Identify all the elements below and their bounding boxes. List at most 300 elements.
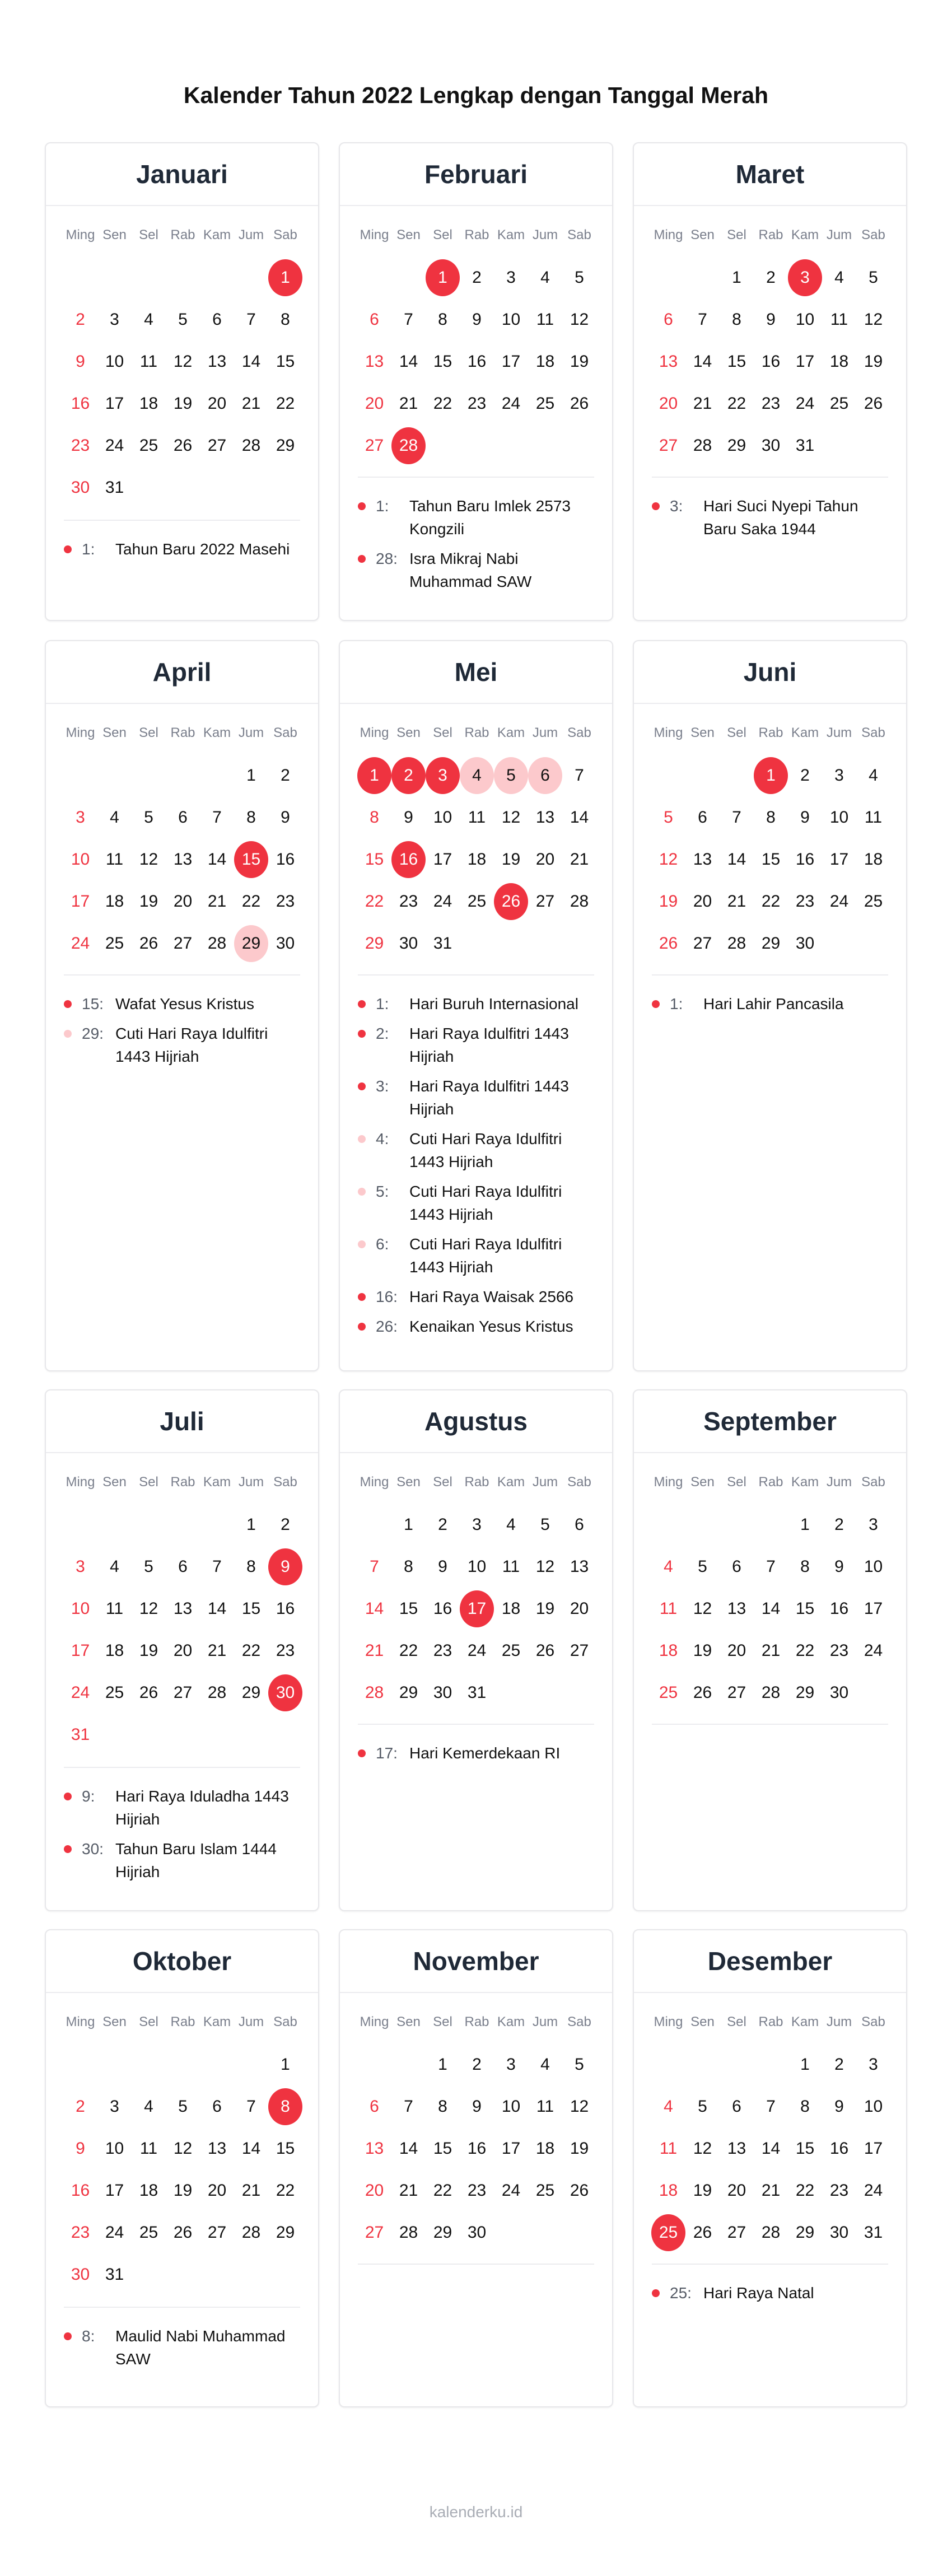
day-cell[interactable]	[494, 382, 528, 424]
day-cell[interactable]	[97, 1546, 132, 1588]
day-cell[interactable]	[234, 2211, 268, 2253]
day-cell[interactable]	[856, 2211, 890, 2253]
day-cell[interactable]	[234, 2127, 268, 2169]
day-cell[interactable]	[651, 424, 685, 466]
day-cell[interactable]	[268, 2211, 302, 2253]
day-cell[interactable]	[268, 1546, 302, 1588]
day-cell[interactable]	[528, 2085, 562, 2127]
day-cell[interactable]	[97, 880, 132, 922]
day-cell[interactable]	[200, 922, 234, 964]
day-cell[interactable]	[426, 298, 460, 340]
day-cell[interactable]	[822, 2085, 856, 2127]
day-cell[interactable]	[720, 1630, 754, 1672]
day-cell[interactable]	[562, 880, 596, 922]
day-cell[interactable]	[97, 796, 132, 838]
day-cell[interactable]	[234, 298, 268, 340]
day-cell[interactable]	[166, 1630, 200, 1672]
day-cell[interactable]	[166, 922, 200, 964]
day-cell[interactable]	[200, 796, 234, 838]
day-cell[interactable]	[494, 880, 528, 922]
day-cell[interactable]	[460, 838, 494, 880]
day-cell[interactable]	[720, 424, 754, 466]
day-cell[interactable]	[426, 1546, 460, 1588]
day-cell[interactable]	[822, 340, 856, 382]
day-cell[interactable]	[754, 256, 788, 298]
day-cell[interactable]	[200, 2085, 234, 2127]
day-cell[interactable]	[494, 754, 528, 796]
day-cell[interactable]	[460, 382, 494, 424]
day-cell[interactable]	[63, 2253, 97, 2295]
day-cell[interactable]	[166, 1672, 200, 1714]
day-cell[interactable]	[754, 1672, 788, 1714]
day-cell[interactable]	[720, 2127, 754, 2169]
day-cell[interactable]	[357, 298, 391, 340]
day-cell[interactable]	[97, 2253, 132, 2295]
day-cell[interactable]	[132, 2127, 166, 2169]
day-cell[interactable]	[268, 1588, 302, 1630]
day-cell[interactable]	[234, 922, 268, 964]
day-cell[interactable]	[685, 880, 720, 922]
day-cell[interactable]	[132, 2085, 166, 2127]
day-cell[interactable]	[97, 2085, 132, 2127]
day-cell[interactable]	[426, 922, 460, 964]
day-cell[interactable]	[562, 298, 596, 340]
day-cell[interactable]	[63, 466, 97, 508]
day-cell[interactable]	[132, 1546, 166, 1588]
day-cell[interactable]	[494, 2169, 528, 2211]
day-cell[interactable]	[200, 340, 234, 382]
day-cell[interactable]	[460, 1504, 494, 1546]
day-cell[interactable]	[426, 2085, 460, 2127]
day-cell[interactable]	[494, 1588, 528, 1630]
day-cell[interactable]	[234, 796, 268, 838]
day-cell[interactable]	[166, 2211, 200, 2253]
day-cell[interactable]	[788, 838, 822, 880]
day-cell[interactable]	[63, 880, 97, 922]
day-cell[interactable]	[460, 1672, 494, 1714]
day-cell[interactable]	[97, 466, 132, 508]
day-cell[interactable]	[754, 838, 788, 880]
day-cell[interactable]	[426, 754, 460, 796]
day-cell[interactable]	[528, 1630, 562, 1672]
day-cell[interactable]	[562, 1504, 596, 1546]
day-cell[interactable]	[460, 256, 494, 298]
day-cell[interactable]	[426, 2169, 460, 2211]
day-cell[interactable]	[357, 2211, 391, 2253]
day-cell[interactable]	[562, 1588, 596, 1630]
day-cell[interactable]	[822, 754, 856, 796]
day-cell[interactable]	[200, 2211, 234, 2253]
day-cell[interactable]	[494, 298, 528, 340]
day-cell[interactable]	[528, 838, 562, 880]
day-cell[interactable]	[63, 298, 97, 340]
day-cell[interactable]	[685, 2211, 720, 2253]
day-cell[interactable]	[788, 256, 822, 298]
day-cell[interactable]	[268, 796, 302, 838]
day-cell[interactable]	[685, 1588, 720, 1630]
day-cell[interactable]	[132, 340, 166, 382]
day-cell[interactable]	[788, 382, 822, 424]
day-cell[interactable]	[391, 838, 426, 880]
day-cell[interactable]	[234, 2169, 268, 2211]
day-cell[interactable]	[166, 2169, 200, 2211]
day-cell[interactable]	[63, 796, 97, 838]
day-cell[interactable]	[97, 1672, 132, 1714]
day-cell[interactable]	[651, 922, 685, 964]
day-cell[interactable]	[856, 382, 890, 424]
day-cell[interactable]	[268, 1672, 302, 1714]
day-cell[interactable]	[391, 2169, 426, 2211]
day-cell[interactable]	[822, 298, 856, 340]
day-cell[interactable]	[494, 796, 528, 838]
day-cell[interactable]	[460, 1588, 494, 1630]
day-cell[interactable]	[562, 256, 596, 298]
day-cell[interactable]	[788, 1546, 822, 1588]
day-cell[interactable]	[651, 2169, 685, 2211]
day-cell[interactable]	[720, 1546, 754, 1588]
day-cell[interactable]	[357, 1630, 391, 1672]
day-cell[interactable]	[166, 796, 200, 838]
day-cell[interactable]	[268, 2169, 302, 2211]
day-cell[interactable]	[754, 424, 788, 466]
day-cell[interactable]	[788, 2169, 822, 2211]
day-cell[interactable]	[562, 754, 596, 796]
day-cell[interactable]	[685, 2127, 720, 2169]
day-cell[interactable]	[651, 1630, 685, 1672]
day-cell[interactable]	[460, 2211, 494, 2253]
day-cell[interactable]	[685, 1546, 720, 1588]
day-cell[interactable]	[166, 424, 200, 466]
day-cell[interactable]	[822, 382, 856, 424]
day-cell[interactable]	[460, 2085, 494, 2127]
day-cell[interactable]	[822, 2211, 856, 2253]
day-cell[interactable]	[856, 256, 890, 298]
day-cell[interactable]	[856, 1504, 890, 1546]
day-cell[interactable]	[856, 838, 890, 880]
day-cell[interactable]	[856, 298, 890, 340]
day-cell[interactable]	[200, 2169, 234, 2211]
day-cell[interactable]	[651, 838, 685, 880]
day-cell[interactable]	[528, 796, 562, 838]
day-cell[interactable]	[268, 922, 302, 964]
day-cell[interactable]	[357, 2169, 391, 2211]
day-cell[interactable]	[562, 2169, 596, 2211]
day-cell[interactable]	[788, 340, 822, 382]
day-cell[interactable]	[166, 838, 200, 880]
day-cell[interactable]	[426, 1672, 460, 1714]
day-cell[interactable]	[357, 880, 391, 922]
day-cell[interactable]	[528, 256, 562, 298]
day-cell[interactable]	[97, 2127, 132, 2169]
day-cell[interactable]	[856, 1630, 890, 1672]
day-cell[interactable]	[63, 1546, 97, 1588]
day-cell[interactable]	[426, 1630, 460, 1672]
day-cell[interactable]	[132, 922, 166, 964]
day-cell[interactable]	[460, 340, 494, 382]
day-cell[interactable]	[528, 298, 562, 340]
day-cell[interactable]	[166, 340, 200, 382]
day-cell[interactable]	[426, 796, 460, 838]
day-cell[interactable]	[856, 2085, 890, 2127]
day-cell[interactable]	[234, 1546, 268, 1588]
day-cell[interactable]	[754, 2127, 788, 2169]
day-cell[interactable]	[426, 1588, 460, 1630]
day-cell[interactable]	[720, 382, 754, 424]
day-cell[interactable]	[788, 1672, 822, 1714]
day-cell[interactable]	[685, 2169, 720, 2211]
day-cell[interactable]	[97, 1630, 132, 1672]
day-cell[interactable]	[63, 1630, 97, 1672]
day-cell[interactable]	[234, 838, 268, 880]
day-cell[interactable]	[460, 2043, 494, 2085]
day-cell[interactable]	[234, 382, 268, 424]
day-cell[interactable]	[754, 298, 788, 340]
day-cell[interactable]	[97, 922, 132, 964]
day-cell[interactable]	[200, 880, 234, 922]
day-cell[interactable]	[63, 1714, 97, 1756]
day-cell[interactable]	[856, 2127, 890, 2169]
day-cell[interactable]	[528, 880, 562, 922]
day-cell[interactable]	[426, 880, 460, 922]
day-cell[interactable]	[685, 1672, 720, 1714]
day-cell[interactable]	[391, 754, 426, 796]
day-cell[interactable]	[391, 382, 426, 424]
day-cell[interactable]	[97, 1588, 132, 1630]
day-cell[interactable]	[788, 298, 822, 340]
day-cell[interactable]	[822, 2169, 856, 2211]
day-cell[interactable]	[651, 2211, 685, 2253]
day-cell[interactable]	[788, 2127, 822, 2169]
day-cell[interactable]	[460, 1630, 494, 1672]
day-cell[interactable]	[166, 1546, 200, 1588]
day-cell[interactable]	[754, 1588, 788, 1630]
day-cell[interactable]	[754, 754, 788, 796]
day-cell[interactable]	[97, 298, 132, 340]
day-cell[interactable]	[268, 382, 302, 424]
day-cell[interactable]	[234, 2085, 268, 2127]
day-cell[interactable]	[426, 2127, 460, 2169]
day-cell[interactable]	[63, 340, 97, 382]
day-cell[interactable]	[357, 1672, 391, 1714]
day-cell[interactable]	[788, 2211, 822, 2253]
day-cell[interactable]	[357, 340, 391, 382]
day-cell[interactable]	[426, 256, 460, 298]
day-cell[interactable]	[234, 1630, 268, 1672]
day-cell[interactable]	[651, 1672, 685, 1714]
day-cell[interactable]	[426, 382, 460, 424]
day-cell[interactable]	[391, 298, 426, 340]
day-cell[interactable]	[822, 880, 856, 922]
day-cell[interactable]	[856, 1588, 890, 1630]
day-cell[interactable]	[166, 2085, 200, 2127]
day-cell[interactable]	[132, 382, 166, 424]
day-cell[interactable]	[234, 424, 268, 466]
day-cell[interactable]	[166, 2127, 200, 2169]
day-cell[interactable]	[200, 1588, 234, 1630]
day-cell[interactable]	[234, 880, 268, 922]
day-cell[interactable]	[357, 1588, 391, 1630]
day-cell[interactable]	[788, 880, 822, 922]
day-cell[interactable]	[200, 2127, 234, 2169]
day-cell[interactable]	[651, 2127, 685, 2169]
day-cell[interactable]	[166, 298, 200, 340]
day-cell[interactable]	[63, 1672, 97, 1714]
day-cell[interactable]	[132, 1588, 166, 1630]
day-cell[interactable]	[528, 382, 562, 424]
day-cell[interactable]	[528, 1588, 562, 1630]
day-cell[interactable]	[460, 2127, 494, 2169]
day-cell[interactable]	[200, 382, 234, 424]
day-cell[interactable]	[268, 2085, 302, 2127]
day-cell[interactable]	[268, 424, 302, 466]
day-cell[interactable]	[754, 2085, 788, 2127]
day-cell[interactable]	[528, 754, 562, 796]
day-cell[interactable]	[97, 2211, 132, 2253]
day-cell[interactable]	[97, 2169, 132, 2211]
day-cell[interactable]	[651, 340, 685, 382]
day-cell[interactable]	[234, 1504, 268, 1546]
day-cell[interactable]	[754, 880, 788, 922]
day-cell[interactable]	[166, 1588, 200, 1630]
day-cell[interactable]	[562, 838, 596, 880]
day-cell[interactable]	[166, 382, 200, 424]
day-cell[interactable]	[63, 2127, 97, 2169]
day-cell[interactable]	[788, 754, 822, 796]
day-cell[interactable]	[720, 1672, 754, 1714]
day-cell[interactable]	[822, 1672, 856, 1714]
day-cell[interactable]	[63, 1588, 97, 1630]
day-cell[interactable]	[651, 298, 685, 340]
day-cell[interactable]	[720, 2085, 754, 2127]
day-cell[interactable]	[788, 1504, 822, 1546]
day-cell[interactable]	[720, 2211, 754, 2253]
day-cell[interactable]	[754, 2169, 788, 2211]
day-cell[interactable]	[494, 838, 528, 880]
day-cell[interactable]	[268, 298, 302, 340]
day-cell[interactable]	[494, 2043, 528, 2085]
day-cell[interactable]	[494, 1630, 528, 1672]
day-cell[interactable]	[357, 754, 391, 796]
day-cell[interactable]	[562, 2043, 596, 2085]
day-cell[interactable]	[651, 2085, 685, 2127]
day-cell[interactable]	[720, 922, 754, 964]
day-cell[interactable]	[685, 382, 720, 424]
day-cell[interactable]	[562, 1546, 596, 1588]
day-cell[interactable]	[391, 796, 426, 838]
day-cell[interactable]	[132, 298, 166, 340]
day-cell[interactable]	[562, 340, 596, 382]
day-cell[interactable]	[460, 796, 494, 838]
day-cell[interactable]	[63, 2085, 97, 2127]
day-cell[interactable]	[788, 2085, 822, 2127]
day-cell[interactable]	[357, 2127, 391, 2169]
day-cell[interactable]	[234, 754, 268, 796]
day-cell[interactable]	[391, 2211, 426, 2253]
day-cell[interactable]	[200, 838, 234, 880]
day-cell[interactable]	[822, 796, 856, 838]
day-cell[interactable]	[494, 340, 528, 382]
day-cell[interactable]	[788, 922, 822, 964]
day-cell[interactable]	[685, 2085, 720, 2127]
day-cell[interactable]	[685, 1630, 720, 1672]
day-cell[interactable]	[234, 340, 268, 382]
day-cell[interactable]	[268, 880, 302, 922]
day-cell[interactable]	[788, 1588, 822, 1630]
day-cell[interactable]	[268, 256, 302, 298]
day-cell[interactable]	[788, 796, 822, 838]
day-cell[interactable]	[562, 2127, 596, 2169]
day-cell[interactable]	[200, 424, 234, 466]
day-cell[interactable]	[234, 1588, 268, 1630]
day-cell[interactable]	[166, 880, 200, 922]
day-cell[interactable]	[357, 922, 391, 964]
day-cell[interactable]	[528, 1546, 562, 1588]
day-cell[interactable]	[391, 424, 426, 466]
day-cell[interactable]	[426, 340, 460, 382]
day-cell[interactable]	[651, 1588, 685, 1630]
day-cell[interactable]	[200, 1672, 234, 1714]
day-cell[interactable]	[685, 922, 720, 964]
day-cell[interactable]	[754, 1546, 788, 1588]
day-cell[interactable]	[268, 754, 302, 796]
day-cell[interactable]	[528, 1504, 562, 1546]
day-cell[interactable]	[822, 2127, 856, 2169]
day-cell[interactable]	[754, 382, 788, 424]
day-cell[interactable]	[97, 340, 132, 382]
day-cell[interactable]	[391, 2127, 426, 2169]
day-cell[interactable]	[562, 1630, 596, 1672]
day-cell[interactable]	[494, 1504, 528, 1546]
day-cell[interactable]	[494, 256, 528, 298]
day-cell[interactable]	[63, 424, 97, 466]
day-cell[interactable]	[720, 796, 754, 838]
day-cell[interactable]	[822, 1546, 856, 1588]
day-cell[interactable]	[268, 2127, 302, 2169]
day-cell[interactable]	[357, 1546, 391, 1588]
day-cell[interactable]	[720, 880, 754, 922]
day-cell[interactable]	[651, 796, 685, 838]
day-cell[interactable]	[822, 1630, 856, 1672]
day-cell[interactable]	[856, 880, 890, 922]
day-cell[interactable]	[720, 340, 754, 382]
day-cell[interactable]	[132, 2211, 166, 2253]
day-cell[interactable]	[268, 1630, 302, 1672]
day-cell[interactable]	[268, 1504, 302, 1546]
day-cell[interactable]	[132, 2169, 166, 2211]
day-cell[interactable]	[685, 838, 720, 880]
day-cell[interactable]	[268, 340, 302, 382]
day-cell[interactable]	[391, 1588, 426, 1630]
day-cell[interactable]	[132, 880, 166, 922]
day-cell[interactable]	[562, 796, 596, 838]
day-cell[interactable]	[234, 1672, 268, 1714]
day-cell[interactable]	[788, 424, 822, 466]
day-cell[interactable]	[562, 2085, 596, 2127]
day-cell[interactable]	[132, 796, 166, 838]
day-cell[interactable]	[63, 922, 97, 964]
day-cell[interactable]	[562, 382, 596, 424]
day-cell[interactable]	[63, 2211, 97, 2253]
day-cell[interactable]	[720, 2169, 754, 2211]
day-cell[interactable]	[720, 256, 754, 298]
day-cell[interactable]	[97, 382, 132, 424]
day-cell[interactable]	[856, 796, 890, 838]
day-cell[interactable]	[822, 1588, 856, 1630]
day-cell[interactable]	[856, 1546, 890, 1588]
day-cell[interactable]	[63, 382, 97, 424]
day-cell[interactable]	[856, 340, 890, 382]
day-cell[interactable]	[685, 298, 720, 340]
